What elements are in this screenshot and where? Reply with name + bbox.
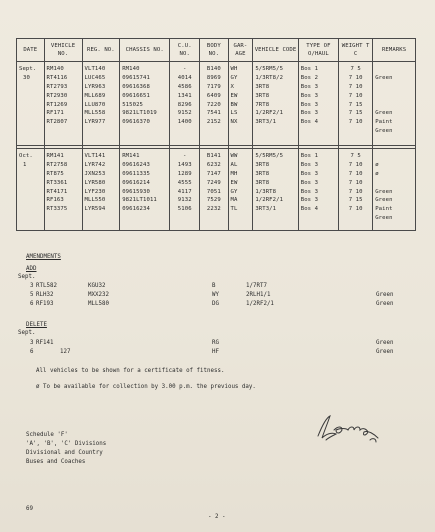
cu-value: 4117 [177, 188, 192, 195]
weight-value: 7 15 [348, 101, 363, 108]
garage-cell [228, 149, 253, 231]
date-cell [17, 149, 45, 231]
body-value: 6409 [206, 92, 221, 99]
chassis-value: 09615930 [122, 188, 150, 195]
reg-value: LLU870 [84, 101, 106, 108]
remarks-value [375, 83, 413, 92]
table-row [17, 62, 416, 146]
veh-value: RT1269 [46, 101, 68, 108]
type-value [301, 127, 336, 136]
reg-value: LYR977 [84, 119, 106, 126]
cu-value: 9132 [177, 197, 192, 204]
remarks-value: Green [375, 128, 393, 135]
weight-value: 7 10 [348, 161, 363, 168]
veh-cell [44, 62, 82, 146]
weight-value: 7 10 [348, 179, 363, 186]
weight-value: 7 5 [350, 153, 361, 159]
remarks-value [375, 101, 413, 110]
veh-value [47, 127, 80, 136]
garage-value: WW [230, 153, 238, 159]
column-header: GAR-AGE [228, 39, 253, 62]
add-month: Sept. [18, 274, 36, 280]
type-value: Bos 3 [300, 92, 319, 99]
weight-value: 7 10 [348, 119, 363, 126]
cu-value: - [183, 153, 187, 159]
code-cell [253, 62, 298, 146]
remarks-value: ø [375, 170, 379, 177]
garage-value: GY [230, 188, 238, 195]
cu-value: 1493 [177, 161, 192, 168]
date-text: Oct. [19, 153, 33, 159]
body-value [202, 127, 225, 136]
cu-value: 4014 [177, 74, 192, 81]
garage-value: AL [230, 161, 238, 168]
reg-value: VLT140 [84, 66, 106, 72]
add-code: 1/7RT7 [246, 283, 267, 289]
weight-value: 7 10 [348, 170, 363, 177]
weight-value: 7 10 [348, 188, 363, 195]
veh-value: RT875 [46, 170, 64, 177]
body-value: 7051 [206, 188, 221, 195]
remarks-value [375, 179, 413, 188]
chassis-cell [120, 62, 170, 146]
type-value: Bos 1 [300, 153, 319, 159]
type-value: Bos 3 [300, 83, 319, 90]
code-value: 3RT8 [255, 179, 270, 186]
delete-remark: Green [376, 349, 394, 355]
body-cell [200, 149, 228, 231]
table-row [17, 149, 416, 231]
remarks-value: Green [375, 188, 393, 195]
type-value: Bos 1 [300, 66, 319, 72]
column-header: TYPE OF O/HAUL [298, 39, 338, 62]
column-header: WEIGHT T C [339, 39, 373, 62]
chassis-value: 09616243 [122, 161, 150, 168]
cu-value [172, 127, 197, 136]
date-text: Sept. [19, 66, 37, 72]
table-header-row [17, 39, 416, 62]
reg-value: LYR742 [84, 161, 106, 168]
cu-value: 4555 [177, 179, 192, 186]
add-veh: RLH32 [36, 292, 54, 298]
type-value: Bos 3 [300, 188, 319, 195]
veh-value: RT3361 [46, 179, 68, 186]
reg-value [85, 214, 118, 223]
garage-value: EW [230, 92, 238, 99]
remarks-value: ø [375, 161, 379, 168]
weight-cell [339, 62, 373, 146]
date-cell [17, 62, 45, 146]
type-value: Bos 3 [300, 170, 319, 177]
code-value: 3RT3/1 [255, 119, 277, 126]
add-garage: DG [212, 301, 219, 307]
chassis-value: RM140 [122, 66, 140, 72]
weight-value [341, 127, 370, 136]
veh-value [47, 214, 80, 223]
code-value [255, 127, 295, 136]
remarks-value: Green [375, 197, 393, 204]
code-value: 3RT3/1 [255, 206, 277, 213]
veh-value: RT2793 [46, 83, 68, 90]
chassis-value: 09616214 [122, 179, 150, 186]
date-text: 1 [23, 161, 27, 168]
garage-value: GY [230, 74, 238, 81]
code-value: 3RT8 [255, 92, 270, 99]
code-cell [253, 149, 298, 231]
remarks-cell [373, 62, 416, 146]
veh-value: RF163 [46, 197, 64, 204]
delete-month: Sept. [18, 330, 36, 336]
type-cell [298, 62, 338, 146]
cu-value: 8296 [177, 101, 192, 108]
cu-value [172, 214, 197, 223]
body-cell [200, 62, 228, 146]
add-day: 3 [30, 283, 34, 289]
garage-value: BW [230, 101, 238, 108]
reg-value: LYF230 [84, 188, 106, 195]
cu-cell [170, 62, 200, 146]
code-value: 5/5RM5/5 [255, 153, 284, 159]
chassis-value: 09615741 [122, 74, 150, 81]
add-reg: KGU32 [88, 283, 106, 289]
chassis-value: RM141 [122, 153, 140, 159]
garage-value: X [230, 83, 234, 90]
column-header: REG. NO. [82, 39, 120, 62]
add-garage: WY [212, 292, 219, 298]
remarks-value [375, 92, 413, 101]
type-value: Bos 4 [300, 119, 319, 126]
type-value: Bos 4 [300, 206, 319, 213]
page-number: - 2 - [208, 514, 226, 520]
reg-cell [82, 149, 120, 231]
code-value: 1/2RF2/1 [255, 197, 284, 204]
veh-cell [44, 149, 82, 231]
column-header: BODY NO. [200, 39, 228, 62]
type-value: Bos 3 [300, 101, 319, 108]
column-header: REMARKS [373, 39, 416, 62]
add-veh: RF193 [36, 301, 54, 307]
type-value: Bos 3 [300, 110, 319, 117]
body-value: 7220 [206, 101, 221, 108]
veh-value: RF171 [46, 110, 64, 117]
add-code: 2RLH1/1 [246, 292, 271, 298]
cu-value: 1341 [177, 92, 192, 99]
reg-value: VLT141 [84, 153, 106, 159]
delete-heading: DELETE [26, 322, 47, 328]
type-value: Bos 3 [300, 161, 319, 168]
delete-veh: 127 [60, 349, 71, 355]
code-value: 1/3RT8/2 [255, 74, 284, 81]
add-garage: B [212, 283, 216, 289]
remarks-value [375, 152, 413, 161]
chassis-value: 09611335 [122, 170, 150, 177]
remarks-value: Green [375, 110, 393, 117]
chassis-value: 9821LT1019 [122, 110, 157, 117]
remarks-value: Green [375, 74, 393, 81]
garage-value: LS [230, 110, 238, 117]
add-code: 1/2RF2/1 [246, 301, 274, 307]
delete-garage: HF [212, 349, 219, 355]
schedule-label: Schedule 'F' [26, 432, 68, 438]
weight-value: 7 10 [348, 92, 363, 99]
chassis-value: 09616368 [122, 83, 150, 90]
cu-value: 1289 [177, 170, 192, 177]
chassis-value: 9821LT1011 [122, 197, 157, 204]
body-value: 7529 [206, 197, 221, 204]
remarks-value: Paint [375, 206, 393, 213]
reg-value: JXN253 [84, 170, 106, 177]
type-value: Bos 2 [300, 74, 319, 81]
weight-value: 7 10 [348, 83, 363, 90]
weight-value [341, 214, 370, 223]
add-day: 6 [30, 301, 34, 307]
veh-value: RM140 [46, 66, 64, 72]
veh-value: RT4171 [46, 188, 68, 195]
body-value: 7249 [206, 179, 221, 186]
add-veh: RTL582 [36, 283, 57, 289]
body-value: 6232 [206, 161, 221, 168]
column-header: VEHICLE NO. [44, 39, 82, 62]
reg-value: MLL550 [84, 197, 106, 204]
garage-value [231, 214, 251, 223]
remarks-cell [373, 149, 416, 231]
add-remark: Green [376, 301, 394, 307]
veh-value: RT2807 [46, 119, 68, 126]
reg-value: LYR580 [84, 179, 106, 186]
reg-cell [82, 62, 120, 146]
delete-garage: RG [212, 340, 219, 346]
weight-value: 7 10 [348, 206, 363, 213]
amendments-heading: AMENDMENTS [26, 254, 61, 260]
body-value: 2152 [206, 119, 221, 126]
veh-value: RT4116 [46, 74, 68, 81]
body-value: 2232 [206, 206, 221, 213]
garage-value [231, 127, 251, 136]
divisional-label: Divisional and Country [26, 450, 103, 456]
body-value: 7147 [206, 170, 221, 177]
add-remark: Green [376, 292, 394, 298]
weight-cell [339, 149, 373, 231]
cu-cell [170, 149, 200, 231]
code-value: 3RT8 [255, 83, 270, 90]
add-heading: ADD [26, 266, 37, 272]
fitness-note: All vehicles to be shown for a certificate of fitness. [36, 368, 225, 374]
column-header: C.U. NO. [170, 39, 200, 62]
body-value: 7541 [206, 110, 221, 117]
garage-value: EW [230, 179, 238, 186]
chassis-cell [120, 149, 170, 231]
signature-image [312, 412, 384, 444]
remarks-value [375, 65, 413, 74]
chassis-value: 09616234 [122, 206, 150, 213]
code-value: 7RT8 [255, 101, 270, 108]
reg-value: LYR963 [84, 83, 106, 90]
cu-value: 9152 [177, 110, 192, 117]
type-value: Bos 3 [300, 197, 319, 204]
body-value: B140 [206, 66, 221, 72]
remarks-value: Green [375, 215, 393, 222]
weight-value: 7 15 [348, 110, 363, 117]
date-text: 30 [23, 74, 30, 81]
overhaul-schedule-table [16, 38, 416, 231]
body-value: 8969 [206, 74, 221, 81]
reg-value: MLL689 [84, 92, 106, 99]
collection-note: ø To be available for collection by 3.00 p.m. the previous day. [36, 384, 256, 390]
veh-value: RT2758 [46, 161, 68, 168]
delete-day: 3 [30, 340, 34, 346]
weight-value: 7 15 [348, 197, 363, 204]
chassis-value: 09616651 [122, 92, 150, 99]
column-header: VEHICLE CODE [253, 39, 298, 62]
code-value: 5/5RM5/5 [255, 66, 284, 72]
delete-remark: Green [376, 340, 394, 346]
cu-value: 4586 [177, 83, 192, 90]
chassis-value: 515025 [122, 101, 144, 108]
chassis-value [122, 214, 167, 223]
reg-value [85, 127, 118, 136]
add-reg: MLL580 [88, 301, 109, 307]
body-value: 7179 [206, 83, 221, 90]
add-reg: MXX232 [88, 292, 109, 298]
veh-value: RT3375 [46, 206, 68, 213]
veh-value: RT2930 [46, 92, 68, 99]
garage-value: MA [230, 197, 238, 204]
garage-cell [228, 62, 253, 146]
code-value [255, 214, 295, 223]
chassis-value: 09616370 [122, 119, 150, 126]
column-header: CHASSIS NO. [120, 39, 170, 62]
reg-value: LYR594 [84, 206, 106, 213]
garage-value: WH [230, 66, 238, 72]
code-value: 3RT8 [255, 161, 270, 168]
chassis-value [122, 127, 167, 136]
cu-value: 5106 [177, 206, 192, 213]
weight-value: 7 5 [350, 66, 361, 72]
reg-value: LUC465 [84, 74, 106, 81]
body-value [202, 214, 225, 223]
cu-value: - [183, 66, 187, 72]
column-header: DATE [17, 39, 45, 62]
garage-value: MH [230, 170, 238, 177]
garage-value: NX [230, 119, 238, 126]
type-value [301, 214, 336, 223]
code-value: 1/3RT8 [255, 188, 277, 195]
body-value: B141 [206, 153, 221, 159]
delete-day: 6 [30, 349, 34, 355]
reg-value: MLL558 [84, 110, 106, 117]
veh-value: RM141 [46, 153, 64, 159]
delete-veh: RF141 [36, 340, 54, 346]
code-value: 3RT8 [255, 170, 270, 177]
buses-label: Buses and Coaches [26, 459, 86, 465]
garage-value: TL [230, 206, 238, 213]
type-value: Bos 3 [300, 179, 319, 186]
code-value: 1/2RF2/1 [255, 110, 284, 117]
cu-value: 1400 [177, 119, 192, 126]
schedule-number: 69 [26, 506, 33, 512]
add-day: 5 [30, 292, 34, 298]
type-cell [298, 149, 338, 231]
weight-value: 7 10 [348, 74, 363, 81]
divisions-label: 'A', 'B', 'C' Divisions [26, 441, 107, 447]
remarks-value: Paint [375, 119, 393, 126]
